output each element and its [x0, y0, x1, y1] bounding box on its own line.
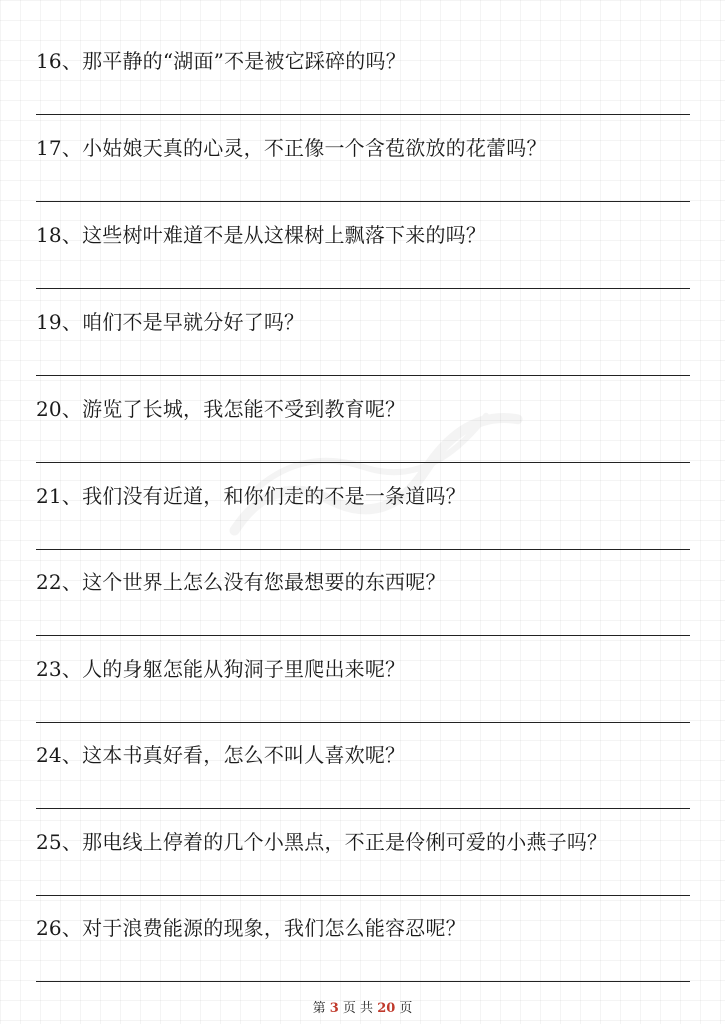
question-sentence: 对于浪费能源的现象，我们怎么能容忍呢？ [82, 916, 466, 940]
question-item [36, 308, 690, 394]
question-item [36, 741, 690, 827]
question-sentence: 我们没有近道，和你们走的不是一条道吗？ [82, 484, 466, 508]
question-item [36, 47, 690, 133]
question-text [36, 47, 406, 75]
question-number: 24、 [36, 743, 83, 767]
question-sentence: 那电线上停着的几个小黑点，不正是伶俐可爱的小燕子吗？ [82, 830, 608, 854]
question-item [36, 828, 690, 914]
question-text [36, 914, 466, 942]
question-text [36, 221, 486, 249]
question-number: 22、 [36, 570, 83, 594]
answer-line[interactable] [36, 288, 690, 289]
question-text [36, 134, 547, 162]
question-text [36, 655, 405, 683]
question-number: 19、 [36, 310, 83, 334]
answer-line[interactable] [36, 201, 690, 202]
footer-middle: 页 共 [342, 1001, 374, 1016]
question-item [36, 568, 690, 654]
question-item [36, 134, 690, 220]
question-sentence: 这个世界上怎么没有您最想要的东西呢？ [82, 570, 446, 594]
question-sentence: 小姑娘天真的心灵，不正像一个含苞欲放的花蕾吗？ [82, 136, 547, 160]
current-page-number: 3 [329, 1001, 339, 1016]
question-number: 18、 [36, 223, 83, 247]
page-footer [0, 997, 725, 1016]
question-sentence: 游览了长城，我怎能不受到教育呢？ [82, 397, 406, 421]
answer-line[interactable] [36, 114, 690, 115]
question-sentence: 这本书真好看，怎么不叫人喜欢呢？ [82, 743, 406, 767]
answer-line[interactable] [36, 981, 690, 982]
question-sentence: 这些树叶难道不是从这棵树上飘落下来的吗？ [82, 223, 487, 247]
question-sentence: 咱们不是早就分好了吗？ [82, 310, 305, 334]
question-text [36, 308, 304, 336]
question-number: 23、 [36, 657, 83, 681]
question-number: 16、 [36, 49, 83, 73]
question-number: 20、 [36, 397, 83, 421]
answer-line[interactable] [36, 375, 690, 376]
question-sentence: 那平静的“湖面”不是被它踩碎的吗？ [82, 49, 406, 73]
answer-line[interactable] [36, 549, 690, 550]
question-item [36, 221, 690, 307]
question-number: 26、 [36, 916, 83, 940]
question-item [36, 914, 690, 1000]
footer-prefix: 第 [312, 1001, 326, 1016]
total-page-number: 20 [377, 1001, 396, 1016]
question-number: 17、 [36, 136, 83, 160]
question-text [36, 568, 446, 596]
answer-line[interactable] [36, 722, 690, 723]
answer-line[interactable] [36, 895, 690, 896]
question-number: 21、 [36, 484, 83, 508]
footer-suffix: 页 [399, 1001, 413, 1016]
answer-line[interactable] [36, 808, 690, 809]
question-text [36, 741, 405, 769]
question-sentence: 人的身躯怎能从狗洞子里爬出来呢？ [82, 657, 406, 681]
question-number: 25、 [36, 830, 83, 854]
question-item [36, 655, 690, 741]
answer-line[interactable] [36, 635, 690, 636]
question-text [36, 828, 607, 856]
